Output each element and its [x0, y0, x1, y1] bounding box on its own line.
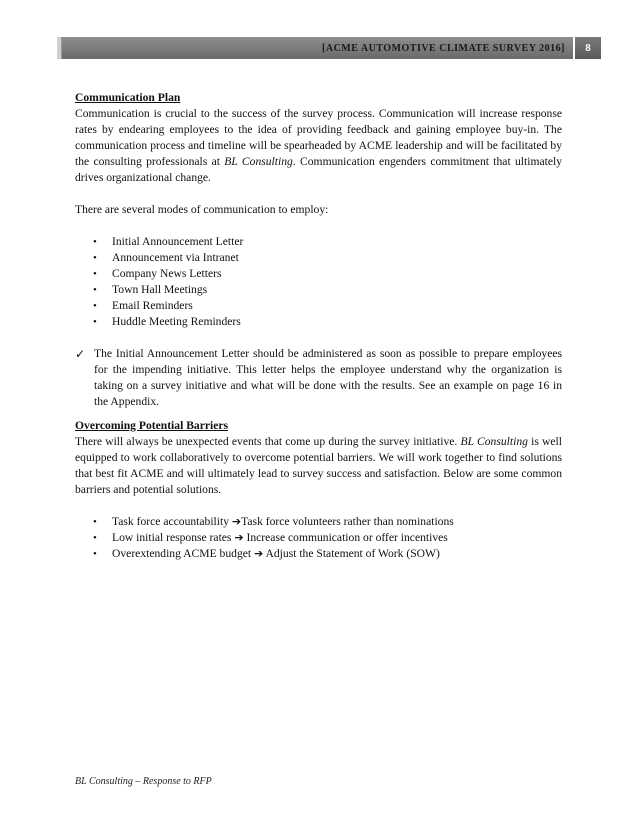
communication-plan-heading: Communication Plan: [75, 91, 181, 104]
page-number-box: [573, 37, 601, 59]
company-name: BL Consulting: [224, 155, 293, 168]
barrier-solution: Adjust the Statement of Work (SOW): [265, 547, 440, 560]
barrier-item: [112, 546, 440, 562]
announcement-note-text: The Initial Announcement Letter should be administered as soon as possible to prepare employees for the impending initiative. This letter helps the employee understand why the organization is taking on a survey initiative and what will be done with the results. See an example on page 16 in the Appendix.: [94, 347, 562, 408]
bullet-icon: •: [93, 532, 97, 544]
document-body: [75, 90, 562, 562]
page-footer: BL Consulting – Response to RFP: [75, 776, 212, 787]
bullet-icon: •: [93, 516, 97, 528]
header-title: [ACME AUTOMOTIVE CLIMATE SURVEY 2016]: [322, 42, 565, 54]
communication-plan-paragraph: [75, 106, 562, 186]
bullet-icon: •: [93, 284, 97, 296]
barrier-solution: Task force volunteers rather than nominations: [241, 515, 454, 528]
list-item-text: Huddle Meeting Reminders: [112, 315, 241, 328]
checkmark-icon: ✓: [75, 347, 86, 361]
arrow-right-icon: ➔: [231, 515, 242, 528]
barriers-paragraph-text: There will always be unexpected events that come up during the survey initiative.: [75, 435, 461, 448]
communication-paragraph-text: Communication is crucial to the success of the survey process. Communication will increase response rates by endearing employees to the idea of providing feedback and gaining employee buy-in. The communication process and timeline will be spearheaded by ACME leadership and will be facilitated by the consulting professionals at: [75, 107, 562, 168]
list-item-text: Company News Letters: [112, 267, 222, 280]
page-header: [57, 37, 601, 59]
list-item-text: Initial Announcement Letter: [112, 235, 244, 248]
barriers-paragraph: [75, 434, 562, 498]
barriers-paragraph-end: is well equipped to work collaboratively to overcome potential barriers. We will work together to find solutions that best fit ACME and will ultimately lead to survey success and satisfaction. Below are some common barriers and potential solutions.: [75, 435, 562, 496]
list-item: [93, 298, 562, 314]
overcoming-barriers-heading: Overcoming Potential Barriers: [75, 419, 229, 432]
barrier-item: [112, 530, 448, 546]
list-item: [93, 514, 562, 530]
bullet-icon: •: [93, 300, 97, 312]
list-item: [93, 530, 562, 546]
list-item-text: Town Hall Meetings: [112, 283, 208, 296]
barriers-list: [75, 514, 562, 562]
arrow-right-icon: ➔: [234, 531, 244, 544]
communication-paragraph-end: . Communication engenders commitment that ultimately drives organizational change.: [75, 155, 562, 184]
barrier-problem: Low initial response rates: [112, 531, 232, 544]
page-number: 8: [585, 42, 591, 54]
list-item: [93, 250, 562, 266]
list-item: [93, 266, 562, 282]
list-item: [93, 546, 562, 562]
header-title-box: [62, 37, 573, 59]
arrow-right-icon: ➔: [254, 547, 264, 560]
announcement-letter-note: [75, 346, 562, 410]
bullet-icon: •: [93, 316, 97, 328]
communication-modes-list: [75, 234, 562, 330]
barrier-problem: Task force accountability: [112, 515, 230, 528]
list-item: [93, 282, 562, 298]
barrier-solution: Increase communication or offer incentives: [246, 531, 448, 544]
barrier-item: [112, 514, 454, 530]
bullet-icon: •: [93, 268, 97, 280]
barrier-problem: Overextending ACME budget: [112, 547, 252, 560]
list-item: [93, 314, 562, 330]
list-item: [93, 234, 562, 250]
list-item-text: Email Reminders: [112, 299, 193, 312]
bullet-icon: •: [93, 548, 97, 560]
list-item-text: Announcement via Intranet: [112, 251, 239, 264]
company-name: BL Consulting: [460, 435, 528, 448]
modes-intro: There are several modes of communication to employ:: [75, 203, 329, 216]
bullet-icon: •: [93, 252, 97, 264]
bullet-icon: •: [93, 236, 97, 248]
